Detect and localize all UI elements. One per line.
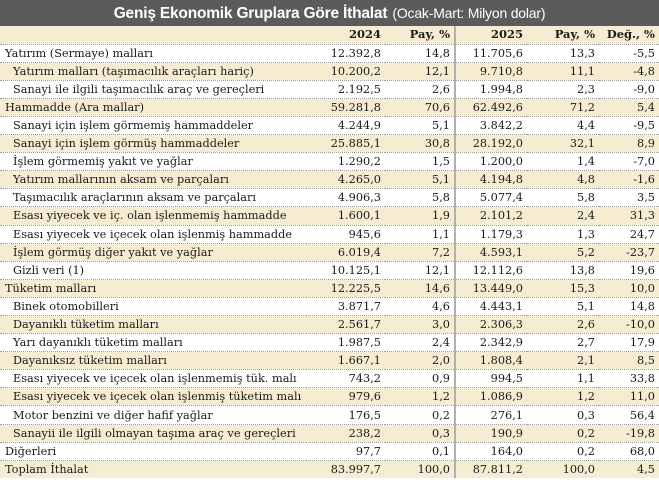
table-row	[0, 406, 659, 424]
row-label: Dayanıklı tüketim malları	[0, 316, 306, 334]
change-pct: -5,5	[599, 44, 659, 62]
change-pct: -19,8	[599, 424, 659, 442]
share-2024: 1,2	[385, 388, 455, 406]
share-2024: 7,2	[385, 243, 455, 261]
share-2025: 1,2	[527, 388, 599, 406]
value-2025: 164,0	[455, 442, 527, 460]
table-row	[0, 261, 659, 279]
share-2024: 70,6	[385, 98, 455, 116]
share-2025: 1,3	[527, 225, 599, 243]
table-title: Geniş Ekonomik Gruplara Göre İthalat	[113, 5, 388, 22]
value-2025: 276,1	[455, 406, 527, 424]
row-label: Sanayi ile ilgili taşımacılık araç ve gereçleri	[0, 80, 306, 98]
total-row	[0, 460, 659, 478]
change-pct: 8,9	[599, 135, 659, 153]
value-2024: 25.885,1	[306, 135, 385, 153]
share-2025: 15,3	[527, 279, 599, 297]
change-pct: 4,5	[599, 460, 659, 478]
share-2024: 0,1	[385, 442, 455, 460]
value-2024: 12.392,8	[306, 44, 385, 62]
header-pay-2025: Pay, %	[527, 26, 599, 44]
value-2025: 4.443,1	[455, 297, 527, 315]
table-row	[0, 297, 659, 315]
value-2025: 2.101,2	[455, 207, 527, 225]
share-2024: 5,8	[385, 189, 455, 207]
table-row	[0, 279, 659, 297]
value-2025: 13.449,0	[455, 279, 527, 297]
share-2024: 1,9	[385, 207, 455, 225]
value-2024: 10.125,1	[306, 261, 385, 279]
share-2024: 2,0	[385, 352, 455, 370]
value-2024: 2.192,5	[306, 80, 385, 98]
change-pct: 8,5	[599, 352, 659, 370]
table-row	[0, 153, 659, 171]
value-2025: 1.808,4	[455, 352, 527, 370]
table-row	[0, 388, 659, 406]
value-2025: 3.842,2	[455, 116, 527, 134]
share-2024: 2,6	[385, 80, 455, 98]
share-2024: 1,5	[385, 153, 455, 171]
title-bar	[0, 0, 659, 26]
change-pct: 11,0	[599, 388, 659, 406]
table-row	[0, 442, 659, 460]
row-label: Hammadde (Ara mallar)	[0, 98, 306, 116]
value-2025: 2.342,9	[455, 334, 527, 352]
change-pct: 10,0	[599, 279, 659, 297]
change-pct: 14,8	[599, 297, 659, 315]
value-2025: 1.994,8	[455, 80, 527, 98]
row-label: İşlem görmüş diğer yakıt ve yağlar	[0, 243, 306, 261]
row-label: Sanayii ile ilgili olmayan taşıma araç ve gereçleri	[0, 424, 306, 442]
change-pct: 56,4	[599, 406, 659, 424]
share-2025: 11,1	[527, 62, 599, 80]
table-row	[0, 189, 659, 207]
row-label: Yatırım malları (taşımacılık araçları hariç)	[0, 62, 306, 80]
value-2025: 28.192,0	[455, 135, 527, 153]
change-pct: 24,7	[599, 225, 659, 243]
value-2025: 4.593,1	[455, 243, 527, 261]
header-label	[0, 26, 306, 44]
row-label: Gizli veri (1)	[0, 261, 306, 279]
value-2025: 2.306,3	[455, 316, 527, 334]
value-2025: 4.194,8	[455, 171, 527, 189]
value-2025: 5.077,4	[455, 189, 527, 207]
share-2025: 5,1	[527, 297, 599, 315]
share-2024: 5,1	[385, 171, 455, 189]
share-2025: 32,1	[527, 135, 599, 153]
share-2024: 12,1	[385, 62, 455, 80]
value-2024: 4.244,9	[306, 116, 385, 134]
table-row	[0, 62, 659, 80]
share-2024: 0,3	[385, 424, 455, 442]
value-2024: 3.871,7	[306, 297, 385, 315]
share-2024: 0,9	[385, 370, 455, 388]
value-2024: 945,6	[306, 225, 385, 243]
change-pct: -7,0	[599, 153, 659, 171]
value-2024: 97,7	[306, 442, 385, 460]
table-row	[0, 116, 659, 134]
share-2025: 4,4	[527, 116, 599, 134]
table-row	[0, 424, 659, 442]
row-label: Esası yiyecek ve iç. olan işlenmemiş hammadde	[0, 207, 306, 225]
value-2024: 1.987,5	[306, 334, 385, 352]
share-2025: 5,2	[527, 243, 599, 261]
change-pct: 33,8	[599, 370, 659, 388]
value-2024: 2.561,7	[306, 316, 385, 334]
share-2025: 4,8	[527, 171, 599, 189]
share-2025: 71,2	[527, 98, 599, 116]
row-label: Binek otomobilleri	[0, 297, 306, 315]
value-2024: 10.200,2	[306, 62, 385, 80]
row-label: Yatırım (Sermaye) malları	[0, 44, 306, 62]
share-2025: 0,2	[527, 424, 599, 442]
value-2025: 62.492,6	[455, 98, 527, 116]
table-row	[0, 225, 659, 243]
value-2024: 12.225,5	[306, 279, 385, 297]
table-row	[0, 316, 659, 334]
row-label: Esası yiyecek ve içecek olan işlenmiş hammadde	[0, 225, 306, 243]
table-row	[0, 334, 659, 352]
share-2024: 100,0	[385, 460, 455, 478]
value-2024: 1.667,1	[306, 352, 385, 370]
row-label: Esası yiyecek ve içecek olan işlenmiş tüketim malı	[0, 388, 306, 406]
change-pct: 68,0	[599, 442, 659, 460]
share-2025: 100,0	[527, 460, 599, 478]
share-2025: 0,2	[527, 442, 599, 460]
value-2024: 1.290,2	[306, 153, 385, 171]
value-2025: 190,9	[455, 424, 527, 442]
share-2025: 2,6	[527, 316, 599, 334]
row-label: Toplam İthalat	[0, 460, 306, 478]
value-2025: 994,5	[455, 370, 527, 388]
value-2025: 12.112,6	[455, 261, 527, 279]
share-2025: 1,1	[527, 370, 599, 388]
value-2024: 979,6	[306, 388, 385, 406]
share-2024: 2,4	[385, 334, 455, 352]
header-row	[0, 26, 659, 44]
value-2024: 6.019,4	[306, 243, 385, 261]
value-2025: 9.710,8	[455, 62, 527, 80]
value-2025: 1.086,9	[455, 388, 527, 406]
row-label: İşlem görmemiş yakıt ve yağlar	[0, 153, 306, 171]
value-2024: 59.281,8	[306, 98, 385, 116]
share-2025: 2,7	[527, 334, 599, 352]
share-2025: 2,4	[527, 207, 599, 225]
table-row	[0, 44, 659, 62]
share-2024: 5,1	[385, 116, 455, 134]
row-label: Sanayi için işlem görmüş hammaddeler	[0, 135, 306, 153]
value-2025: 1.179,3	[455, 225, 527, 243]
share-2024: 12,1	[385, 261, 455, 279]
row-label: Yarı dayanıklı tüketim malları	[0, 334, 306, 352]
row-label: Taşımacılık araçlarının aksam ve parçaları	[0, 189, 306, 207]
row-label: Motor benzini ve diğer hafif yağlar	[0, 406, 306, 424]
change-pct: 19,6	[599, 261, 659, 279]
change-pct: -4,8	[599, 62, 659, 80]
share-2025: 13,3	[527, 44, 599, 62]
share-2025: 0,3	[527, 406, 599, 424]
value-2025: 1.200,0	[455, 153, 527, 171]
row-label: Sanayi için işlem görmemiş hammaddeler	[0, 116, 306, 134]
change-pct: -9,0	[599, 80, 659, 98]
table-row	[0, 352, 659, 370]
change-pct: -1,6	[599, 171, 659, 189]
table-row	[0, 370, 659, 388]
row-label: Tüketim malları	[0, 279, 306, 297]
header-2025: 2025	[455, 26, 527, 44]
share-2025: 1,4	[527, 153, 599, 171]
share-2024: 1,1	[385, 225, 455, 243]
share-2025: 13,8	[527, 261, 599, 279]
change-pct: 17,9	[599, 334, 659, 352]
header-change: Değ., %	[599, 26, 659, 44]
share-2024: 14,8	[385, 44, 455, 62]
value-2024: 83.997,7	[306, 460, 385, 478]
share-2024: 30,8	[385, 135, 455, 153]
value-2024: 176,5	[306, 406, 385, 424]
share-2024: 0,2	[385, 406, 455, 424]
header-2024: 2024	[306, 26, 385, 44]
table-row	[0, 207, 659, 225]
value-2024: 743,2	[306, 370, 385, 388]
change-pct: -10,0	[599, 316, 659, 334]
row-label: Dayanıksız tüketim malları	[0, 352, 306, 370]
table-row	[0, 80, 659, 98]
change-pct: -9,5	[599, 116, 659, 134]
change-pct: 31,3	[599, 207, 659, 225]
table-row	[0, 243, 659, 261]
table-row	[0, 98, 659, 116]
row-label: Diğerleri	[0, 442, 306, 460]
share-2025: 2,1	[527, 352, 599, 370]
table-row	[0, 135, 659, 153]
value-2024: 238,2	[306, 424, 385, 442]
share-2024: 14,6	[385, 279, 455, 297]
table-subtitle: (Ocak-Mart: Milyon dolar)	[392, 5, 546, 21]
share-2025: 5,8	[527, 189, 599, 207]
share-2024: 3,0	[385, 316, 455, 334]
header-pay-2024: Pay, %	[385, 26, 455, 44]
value-2024: 4.265,0	[306, 171, 385, 189]
value-2025: 87.811,2	[455, 460, 527, 478]
value-2025: 11.705,6	[455, 44, 527, 62]
share-2024: 4,6	[385, 297, 455, 315]
value-2024: 1.600,1	[306, 207, 385, 225]
change-pct: 3,5	[599, 189, 659, 207]
value-2024: 4.906,3	[306, 189, 385, 207]
row-label: Esası yiyecek ve içecek olan işlenmemiş tük. malı	[0, 370, 306, 388]
change-pct: 5,4	[599, 98, 659, 116]
table-row	[0, 171, 659, 189]
import-table	[0, 26, 659, 478]
change-pct: -23,7	[599, 243, 659, 261]
share-2025: 2,3	[527, 80, 599, 98]
row-label: Yatırım mallarının aksam ve parçaları	[0, 171, 306, 189]
